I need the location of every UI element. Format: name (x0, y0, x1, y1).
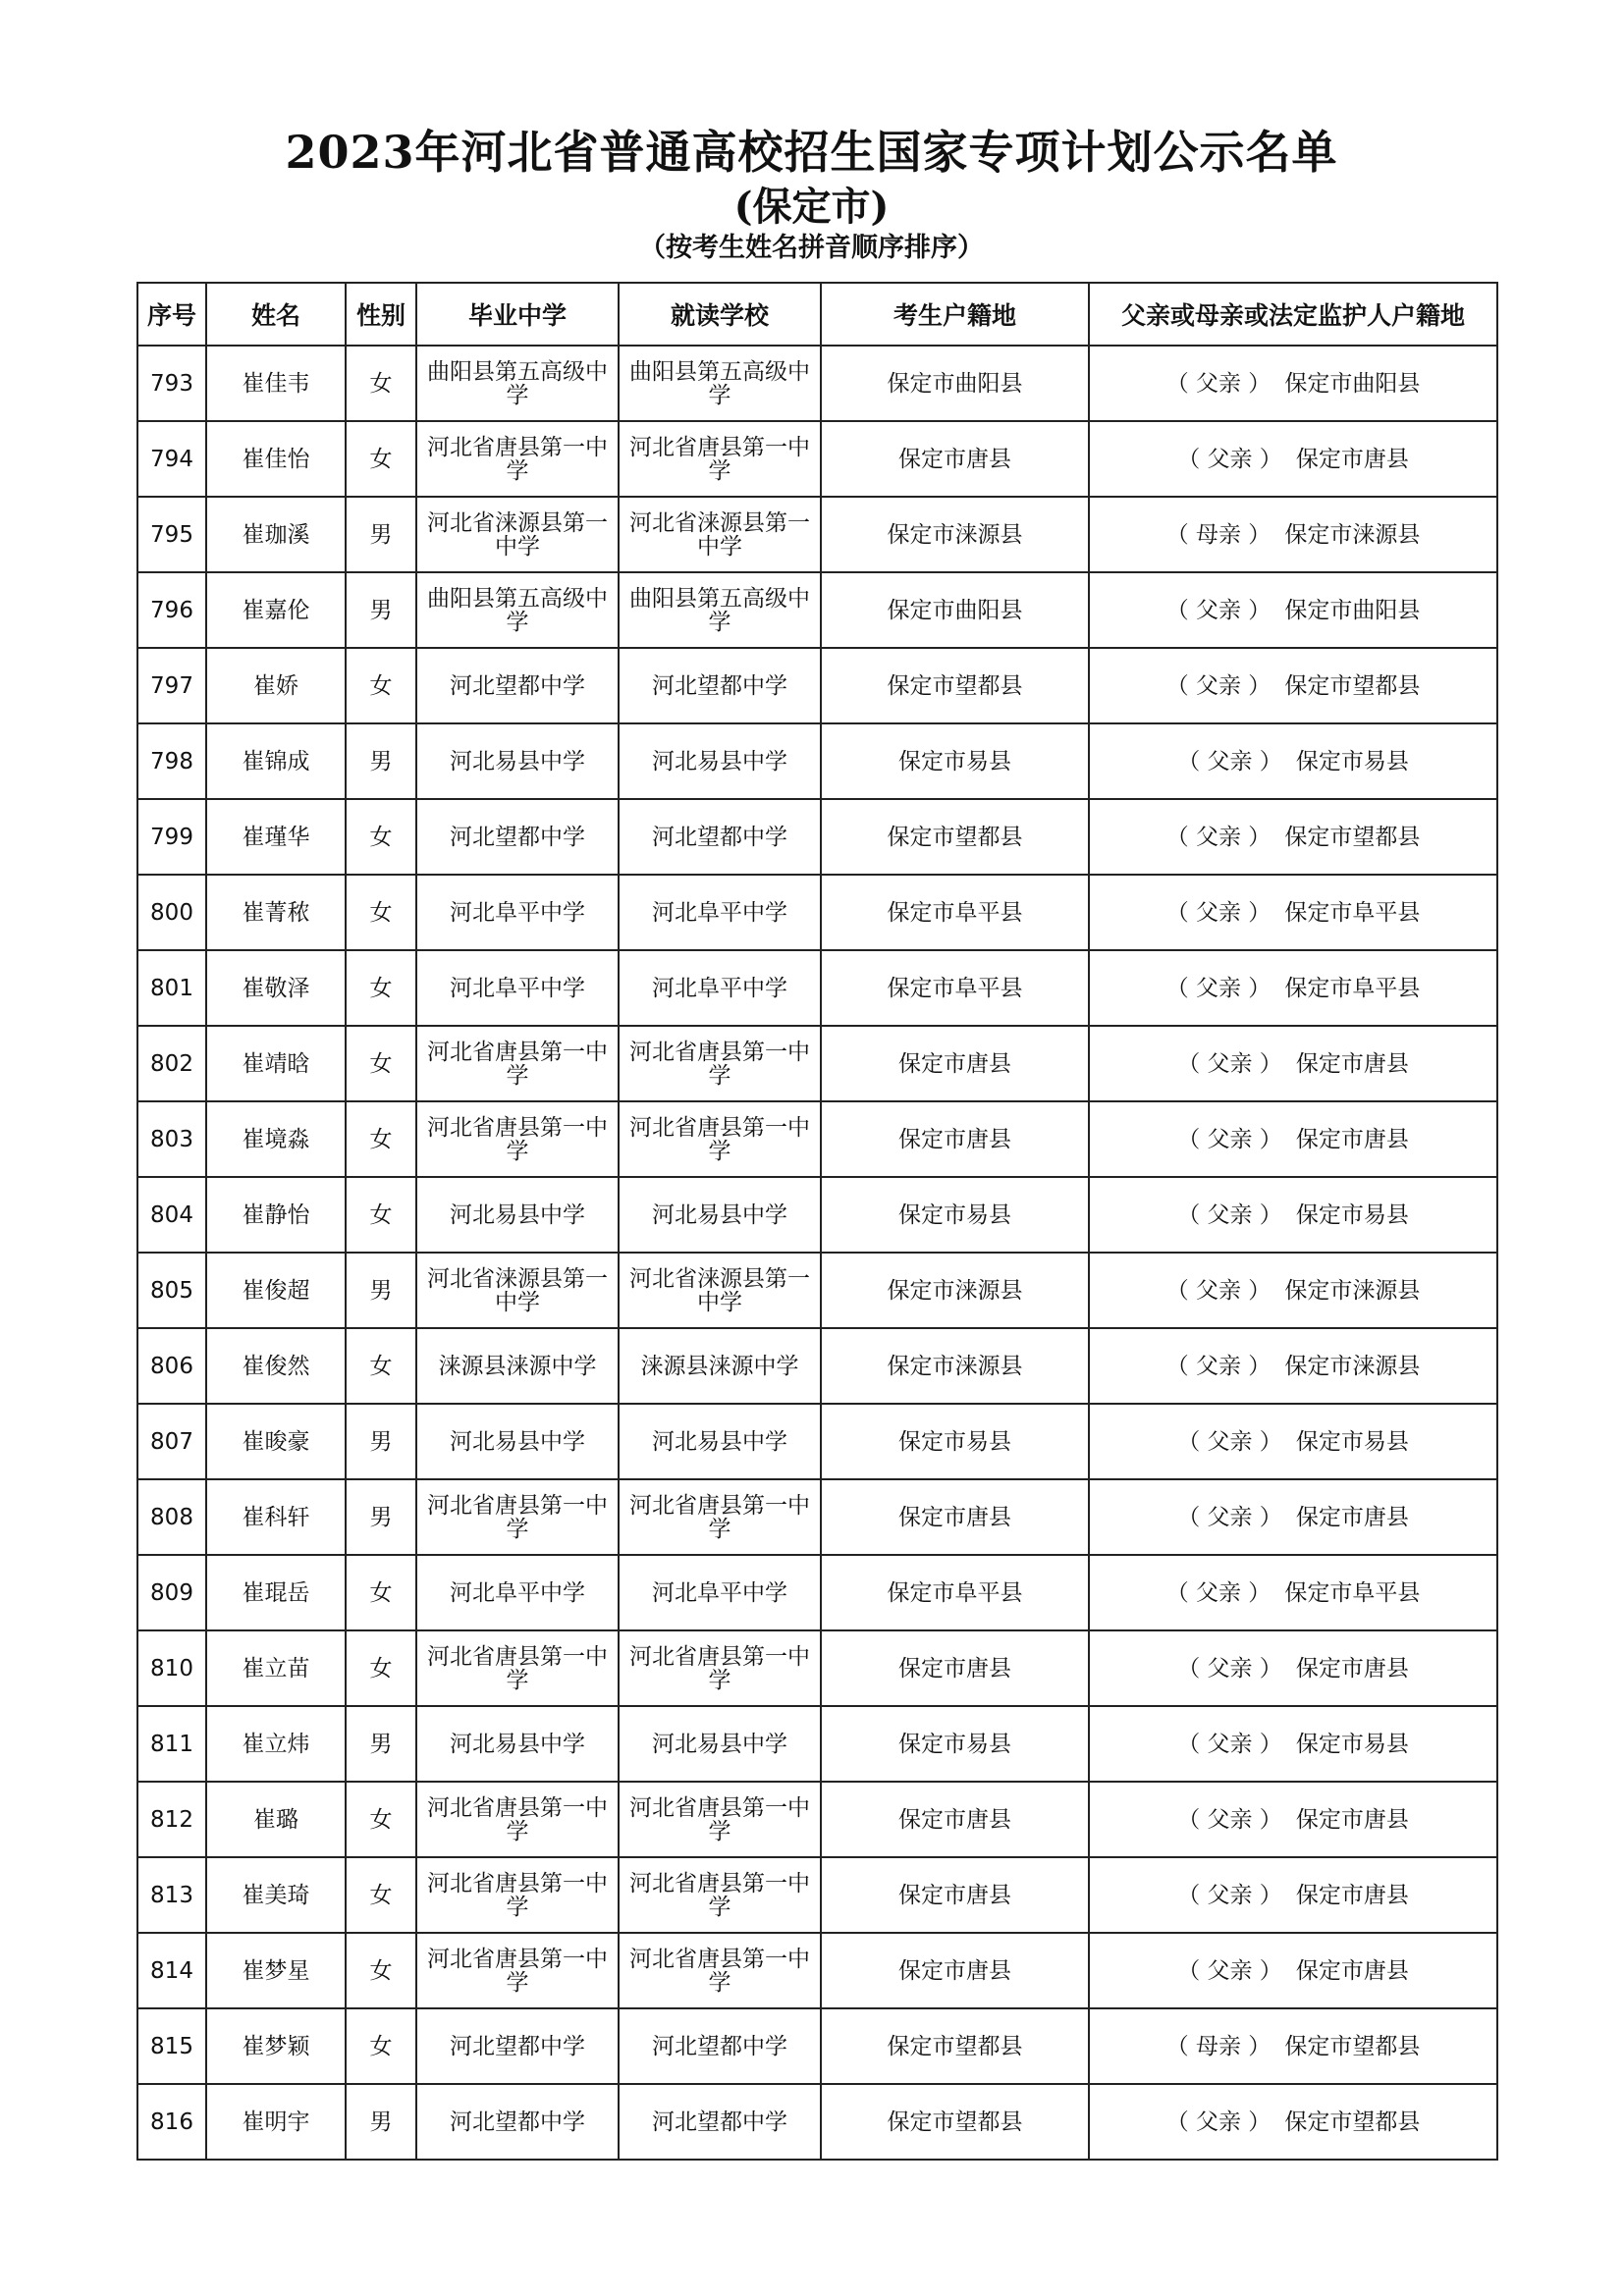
cell-graduated-school: 河北望都中学 (416, 799, 619, 875)
cell-student-hukou: 保定市阜平县 (821, 875, 1089, 950)
guardian-hukou-location: 保定市唐县 (1295, 1882, 1409, 1908)
cell-current-school: 河北省涞源县第一中学 (619, 497, 821, 572)
cell-guardian-hukou: （ 父亲 ） 保定市望都县 (1089, 2084, 1497, 2160)
guardian-relation: 父亲 (1207, 1126, 1253, 1152)
guardian-hukou-location: 保定市易县 (1295, 1731, 1409, 1757)
cell-index: 799 (137, 799, 206, 875)
guardian-relation: 父亲 (1207, 748, 1253, 774)
document-subtitle: (保定市) (733, 184, 890, 230)
guardian-hukou-location: 保定市易县 (1295, 1201, 1409, 1228)
cell-graduated-school: 河北省唐县第一中学 (416, 1101, 619, 1177)
cell-current-school: 河北省唐县第一中学 (619, 1782, 821, 1857)
cell-current-school: 曲阳县第五高级中学 (619, 346, 821, 421)
cell-student-hukou: 保定市阜平县 (821, 950, 1089, 1026)
guardian-relation: 父亲 (1196, 1353, 1241, 1379)
header-guardian-hukou: 父亲或母亲或法定监护人户籍地 (1089, 283, 1497, 346)
cell-current-school: 河北阜平中学 (619, 950, 821, 1026)
guardian-relation: 父亲 (1196, 672, 1241, 699)
guardian-relation: 父亲 (1207, 1201, 1253, 1228)
cell-student-hukou: 保定市唐县 (821, 1630, 1089, 1706)
cell-guardian-hukou: （ 父亲 ） 保定市望都县 (1089, 648, 1497, 723)
cell-guardian-hukou: （ 父亲 ） 保定市涞源县 (1089, 1253, 1497, 1328)
cell-name: 崔美琦 (206, 1857, 346, 1933)
cell-name: 崔琨岳 (206, 1555, 346, 1630)
guardian-relation: 母亲 (1196, 521, 1241, 548)
cell-guardian-hukou: （ 父亲 ） 保定市唐县 (1089, 1782, 1497, 1857)
cell-student-hukou: 保定市望都县 (821, 2008, 1089, 2084)
header-name: 姓名 (206, 283, 346, 346)
cell-student-hukou: 保定市阜平县 (821, 1555, 1089, 1630)
guardian-relation: 父亲 (1196, 899, 1241, 926)
cell-current-school: 河北省唐县第一中学 (619, 421, 821, 497)
cell-name: 崔佳韦 (206, 346, 346, 421)
document-title: 2023年河北省普通高校招生国家专项计划公示名单 (285, 126, 1338, 179)
cell-guardian-hukou: （ 父亲 ） 保定市易县 (1089, 1177, 1497, 1253)
cell-graduated-school: 河北易县中学 (416, 1177, 619, 1253)
table-row (137, 1555, 1497, 1630)
cell-student-hukou: 保定市唐县 (821, 421, 1089, 497)
cell-name: 崔敬泽 (206, 950, 346, 1026)
cell-gender: 女 (346, 346, 416, 421)
cell-graduated-school: 河北望都中学 (416, 648, 619, 723)
cell-student-hukou: 保定市唐县 (821, 1101, 1089, 1177)
cell-graduated-school: 河北易县中学 (416, 723, 619, 799)
guardian-relation: 父亲 (1207, 1731, 1253, 1757)
cell-current-school: 河北易县中学 (619, 1706, 821, 1782)
cell-gender: 女 (346, 1177, 416, 1253)
cell-graduated-school: 河北省唐县第一中学 (416, 421, 619, 497)
cell-current-school: 河北阜平中学 (619, 1555, 821, 1630)
guardian-relation: 母亲 (1196, 2033, 1241, 2059)
cell-current-school: 河北望都中学 (619, 2084, 821, 2160)
cell-gender: 女 (346, 648, 416, 723)
cell-graduated-school: 河北阜平中学 (416, 1555, 619, 1630)
table-row (137, 1404, 1497, 1479)
cell-name: 崔锦成 (206, 723, 346, 799)
cell-name: 崔璐 (206, 1782, 346, 1857)
guardian-relation: 父亲 (1207, 446, 1253, 472)
cell-student-hukou: 保定市望都县 (821, 2084, 1089, 2160)
cell-name: 崔菁秾 (206, 875, 346, 950)
table-row (137, 723, 1497, 799)
guardian-hukou-location: 保定市唐县 (1295, 1806, 1409, 1833)
cell-gender: 女 (346, 1933, 416, 2008)
cell-gender: 男 (346, 1706, 416, 1782)
cell-gender: 女 (346, 799, 416, 875)
guardian-relation: 父亲 (1207, 1504, 1253, 1530)
cell-graduated-school: 河北阜平中学 (416, 875, 619, 950)
cell-graduated-school: 曲阳县第五高级中学 (416, 572, 619, 648)
cell-gender: 女 (346, 421, 416, 497)
cell-name: 崔嘉伦 (206, 572, 346, 648)
cell-index: 793 (137, 346, 206, 421)
cell-current-school: 河北省唐县第一中学 (619, 1630, 821, 1706)
guardian-hukou-location: 保定市唐县 (1295, 1957, 1409, 1984)
guardian-relation: 父亲 (1207, 1957, 1253, 1984)
cell-graduated-school: 河北省唐县第一中学 (416, 1933, 619, 2008)
cell-guardian-hukou: （ 父亲 ） 保定市唐县 (1089, 421, 1497, 497)
cell-graduated-school: 涞源县涞源中学 (416, 1328, 619, 1404)
cell-graduated-school: 河北省涞源县第一中学 (416, 497, 619, 572)
cell-guardian-hukou: （ 父亲 ） 保定市阜平县 (1089, 875, 1497, 950)
guardian-hukou-location: 保定市唐县 (1295, 446, 1409, 472)
cell-gender: 女 (346, 875, 416, 950)
cell-name: 崔境淼 (206, 1101, 346, 1177)
cell-student-hukou: 保定市曲阳县 (821, 346, 1089, 421)
cell-index: 796 (137, 572, 206, 648)
guardian-hukou-location: 保定市望都县 (1284, 824, 1421, 850)
table-row (137, 1253, 1497, 1328)
guardian-relation: 父亲 (1196, 597, 1241, 623)
cell-current-school: 河北阜平中学 (619, 875, 821, 950)
cell-gender: 男 (346, 1253, 416, 1328)
cell-index: 806 (137, 1328, 206, 1404)
cell-name: 崔娇 (206, 648, 346, 723)
cell-guardian-hukou: （ 父亲 ） 保定市望都县 (1089, 799, 1497, 875)
cell-gender: 男 (346, 1479, 416, 1555)
cell-guardian-hukou: （ 父亲 ） 保定市曲阳县 (1089, 572, 1497, 648)
guardian-hukou-location: 保定市涞源县 (1284, 521, 1421, 548)
cell-current-school: 河北易县中学 (619, 1404, 821, 1479)
cell-name: 崔佳怡 (206, 421, 346, 497)
cell-student-hukou: 保定市曲阳县 (821, 572, 1089, 648)
cell-student-hukou: 保定市望都县 (821, 648, 1089, 723)
table-row (137, 346, 1497, 421)
cell-current-school: 河北省唐县第一中学 (619, 1101, 821, 1177)
cell-current-school: 河北省唐县第一中学 (619, 1026, 821, 1101)
guardian-hukou-location: 保定市曲阳县 (1284, 597, 1421, 623)
table-row (137, 1479, 1497, 1555)
cell-guardian-hukou: （ 母亲 ） 保定市望都县 (1089, 2008, 1497, 2084)
cell-student-hukou: 保定市易县 (821, 1706, 1089, 1782)
cell-index: 815 (137, 2008, 206, 2084)
cell-student-hukou: 保定市唐县 (821, 1933, 1089, 2008)
guardian-hukou-location: 保定市涞源县 (1284, 1353, 1421, 1379)
cell-gender: 男 (346, 723, 416, 799)
cell-current-school: 河北望都中学 (619, 2008, 821, 2084)
guardian-relation: 父亲 (1207, 1655, 1253, 1682)
cell-index: 805 (137, 1253, 206, 1328)
cell-graduated-school: 河北省唐县第一中学 (416, 1630, 619, 1706)
cell-index: 800 (137, 875, 206, 950)
cell-graduated-school: 河北省唐县第一中学 (416, 1026, 619, 1101)
guardian-relation: 父亲 (1196, 1579, 1241, 1606)
cell-gender: 女 (346, 1555, 416, 1630)
cell-gender: 男 (346, 497, 416, 572)
cell-name: 崔梦颖 (206, 2008, 346, 2084)
cell-name: 崔立炜 (206, 1706, 346, 1782)
guardian-relation: 父亲 (1196, 370, 1241, 397)
cell-index: 807 (137, 1404, 206, 1479)
cell-student-hukou: 保定市唐县 (821, 1026, 1089, 1101)
cell-index: 809 (137, 1555, 206, 1630)
table-row (137, 2084, 1497, 2160)
cell-index: 803 (137, 1101, 206, 1177)
guardian-relation: 父亲 (1196, 824, 1241, 850)
cell-gender: 女 (346, 1328, 416, 1404)
cell-current-school: 河北省唐县第一中学 (619, 1479, 821, 1555)
sort-note: （按考生姓名拼音顺序排序） (639, 233, 984, 263)
cell-index: 808 (137, 1479, 206, 1555)
cell-graduated-school: 河北易县中学 (416, 1706, 619, 1782)
guardian-hukou-location: 保定市望都县 (1284, 2109, 1421, 2135)
cell-current-school: 曲阳县第五高级中学 (619, 572, 821, 648)
header-graduated-school: 毕业中学 (416, 283, 619, 346)
cell-gender: 女 (346, 1782, 416, 1857)
table-row (137, 1328, 1497, 1404)
cell-current-school: 河北易县中学 (619, 1177, 821, 1253)
cell-gender: 男 (346, 572, 416, 648)
table-row (137, 421, 1497, 497)
cell-gender: 男 (346, 2084, 416, 2160)
cell-gender: 女 (346, 2008, 416, 2084)
guardian-hukou-location: 保定市曲阳县 (1284, 370, 1421, 397)
cell-name: 崔立苗 (206, 1630, 346, 1706)
cell-graduated-school: 河北省涞源县第一中学 (416, 1253, 619, 1328)
guardian-relation: 父亲 (1196, 2109, 1241, 2135)
cell-guardian-hukou: （ 父亲 ） 保定市唐县 (1089, 1630, 1497, 1706)
cell-guardian-hukou: （ 父亲 ） 保定市阜平县 (1089, 1555, 1497, 1630)
cell-index: 810 (137, 1630, 206, 1706)
cell-student-hukou: 保定市唐县 (821, 1782, 1089, 1857)
cell-graduated-school: 河北省唐县第一中学 (416, 1479, 619, 1555)
cell-current-school: 河北省唐县第一中学 (619, 1933, 821, 2008)
cell-index: 798 (137, 723, 206, 799)
guardian-hukou-location: 保定市阜平县 (1284, 899, 1421, 926)
cell-graduated-school: 河北易县中学 (416, 1404, 619, 1479)
table-row (137, 875, 1497, 950)
guardian-hukou-location: 保定市唐县 (1295, 1504, 1409, 1530)
cell-index: 797 (137, 648, 206, 723)
cell-graduated-school: 河北省唐县第一中学 (416, 1857, 619, 1933)
table-header-row (137, 283, 1497, 346)
cell-current-school: 河北易县中学 (619, 723, 821, 799)
guardian-relation: 父亲 (1207, 1428, 1253, 1455)
cell-current-school: 河北望都中学 (619, 799, 821, 875)
cell-graduated-school: 河北省唐县第一中学 (416, 1782, 619, 1857)
table-row (137, 648, 1497, 723)
cell-index: 811 (137, 1706, 206, 1782)
cell-name: 崔靖晗 (206, 1026, 346, 1101)
cell-index: 795 (137, 497, 206, 572)
cell-student-hukou: 保定市易县 (821, 723, 1089, 799)
cell-gender: 女 (346, 1101, 416, 1177)
guardian-hukou-location: 保定市唐县 (1295, 1126, 1409, 1152)
cell-index: 802 (137, 1026, 206, 1101)
cell-student-hukou: 保定市易县 (821, 1177, 1089, 1253)
cell-student-hukou: 保定市望都县 (821, 799, 1089, 875)
guardian-hukou-location: 保定市唐县 (1295, 1655, 1409, 1682)
guardian-relation: 父亲 (1207, 1050, 1253, 1077)
cell-current-school: 河北望都中学 (619, 648, 821, 723)
cell-student-hukou: 保定市唐县 (821, 1857, 1089, 1933)
cell-guardian-hukou: （ 父亲 ） 保定市唐县 (1089, 1479, 1497, 1555)
guardian-hukou-location: 保定市唐县 (1295, 1050, 1409, 1077)
guardian-hukou-location: 保定市阜平县 (1284, 975, 1421, 1001)
cell-name: 崔瑾华 (206, 799, 346, 875)
table-row (137, 1857, 1497, 1933)
guardian-hukou-location: 保定市阜平县 (1284, 1579, 1421, 1606)
cell-graduated-school: 曲阳县第五高级中学 (416, 346, 619, 421)
header-index: 序号 (137, 283, 206, 346)
cell-student-hukou: 保定市涞源县 (821, 497, 1089, 572)
cell-name: 崔明宇 (206, 2084, 346, 2160)
table-row (137, 1933, 1497, 2008)
cell-graduated-school: 河北望都中学 (416, 2008, 619, 2084)
cell-guardian-hukou: （ 父亲 ） 保定市唐县 (1089, 1026, 1497, 1101)
cell-current-school: 河北省唐县第一中学 (619, 1857, 821, 1933)
cell-graduated-school: 河北阜平中学 (416, 950, 619, 1026)
table-row (137, 1026, 1497, 1101)
cell-guardian-hukou: （ 父亲 ） 保定市易县 (1089, 1404, 1497, 1479)
table-row (137, 1101, 1497, 1177)
cell-name: 崔晙豪 (206, 1404, 346, 1479)
cell-name: 崔梦星 (206, 1933, 346, 2008)
cell-index: 813 (137, 1857, 206, 1933)
table-row (137, 799, 1497, 875)
table-row (137, 1630, 1497, 1706)
cell-guardian-hukou: （ 母亲 ） 保定市涞源县 (1089, 497, 1497, 572)
guardian-relation: 父亲 (1207, 1882, 1253, 1908)
cell-index: 794 (137, 421, 206, 497)
cell-guardian-hukou: （ 父亲 ） 保定市唐县 (1089, 1857, 1497, 1933)
cell-name: 崔俊超 (206, 1253, 346, 1328)
cell-student-hukou: 保定市涞源县 (821, 1253, 1089, 1328)
header-student-hukou: 考生户籍地 (821, 283, 1089, 346)
guardian-relation: 父亲 (1207, 1806, 1253, 1833)
cell-current-school: 涞源县涞源中学 (619, 1328, 821, 1404)
cell-current-school: 河北省涞源县第一中学 (619, 1253, 821, 1328)
guardian-hukou-location: 保定市易县 (1295, 748, 1409, 774)
cell-gender: 男 (346, 1404, 416, 1479)
cell-index: 814 (137, 1933, 206, 2008)
cell-student-hukou: 保定市涞源县 (821, 1328, 1089, 1404)
cell-graduated-school: 河北望都中学 (416, 2084, 619, 2160)
cell-guardian-hukou: （ 父亲 ） 保定市唐县 (1089, 1101, 1497, 1177)
cell-guardian-hukou: （ 父亲 ） 保定市阜平县 (1089, 950, 1497, 1026)
header-gender: 性别 (346, 283, 416, 346)
cell-name: 崔科轩 (206, 1479, 346, 1555)
guardian-hukou-location: 保定市望都县 (1284, 2033, 1421, 2059)
cell-name: 崔静怡 (206, 1177, 346, 1253)
table-row (137, 950, 1497, 1026)
cell-index: 816 (137, 2084, 206, 2160)
cell-name: 崔珈溪 (206, 497, 346, 572)
cell-gender: 女 (346, 1857, 416, 1933)
guardian-hukou-location: 保定市望都县 (1284, 672, 1421, 699)
cell-name: 崔俊然 (206, 1328, 346, 1404)
student-table (136, 282, 1498, 2161)
cell-index: 804 (137, 1177, 206, 1253)
guardian-hukou-location: 保定市涞源县 (1284, 1277, 1421, 1304)
cell-gender: 女 (346, 950, 416, 1026)
table-row (137, 1177, 1497, 1253)
cell-gender: 女 (346, 1630, 416, 1706)
guardian-hukou-location: 保定市易县 (1295, 1428, 1409, 1455)
table-row (137, 2008, 1497, 2084)
cell-gender: 女 (346, 1026, 416, 1101)
cell-guardian-hukou: （ 父亲 ） 保定市涞源县 (1089, 1328, 1497, 1404)
cell-guardian-hukou: （ 父亲 ） 保定市易县 (1089, 1706, 1497, 1782)
cell-student-hukou: 保定市易县 (821, 1404, 1089, 1479)
cell-guardian-hukou: （ 父亲 ） 保定市曲阳县 (1089, 346, 1497, 421)
guardian-relation: 父亲 (1196, 1277, 1241, 1304)
table-row (137, 1706, 1497, 1782)
guardian-relation: 父亲 (1196, 975, 1241, 1001)
table-row (137, 1782, 1497, 1857)
cell-index: 801 (137, 950, 206, 1026)
cell-index: 812 (137, 1782, 206, 1857)
table-row (137, 497, 1497, 572)
table-row (137, 572, 1497, 648)
header-current-school: 就读学校 (619, 283, 821, 346)
cell-guardian-hukou: （ 父亲 ） 保定市易县 (1089, 723, 1497, 799)
cell-guardian-hukou: （ 父亲 ） 保定市唐县 (1089, 1933, 1497, 2008)
cell-student-hukou: 保定市唐县 (821, 1479, 1089, 1555)
